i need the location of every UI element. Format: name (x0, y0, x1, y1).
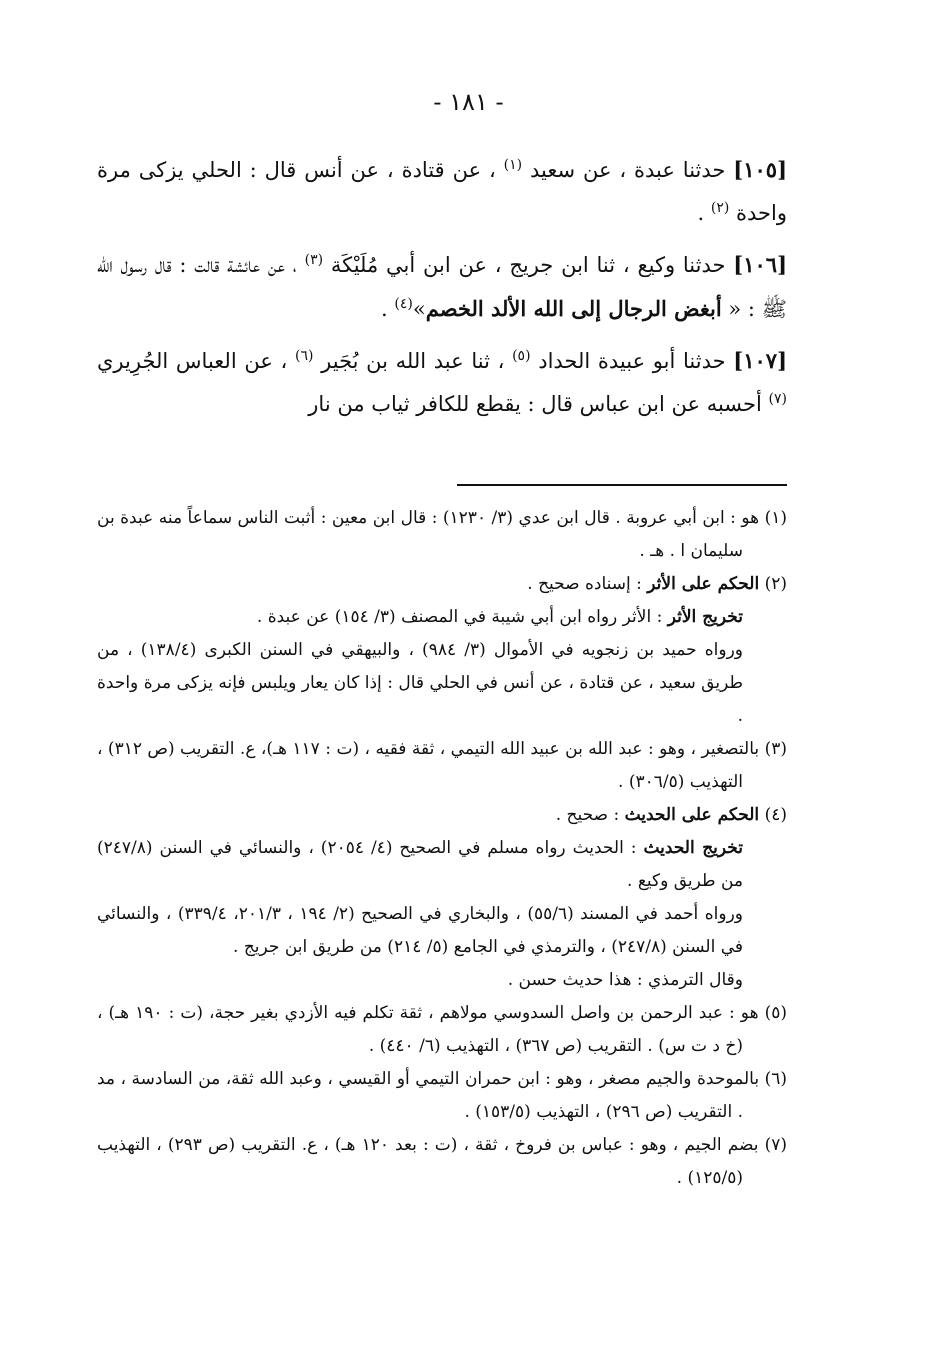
footnote-text: : صحيح . (555, 805, 625, 825)
footnote-2-takhrij (97, 601, 787, 634)
hadith-105 (97, 148, 787, 235)
hadith-107 (97, 339, 787, 426)
footnote-ref: (١) (503, 157, 523, 173)
footnote-text: : الأثر رواه ابن أبي شيبة في المصنف (٣/ ١٥٤) عن عبدة . (256, 607, 668, 627)
page-number: - ١٨١ - (433, 88, 504, 116)
hadith-number: [١٠٥] (733, 157, 787, 182)
footnote-4-takhrij (97, 832, 787, 898)
footnote-ref: (٥) (512, 348, 531, 364)
hadith-text: » (412, 297, 426, 321)
footnote-6: (٦) بالموحدة والجيم مصغر ، وهو : ابن حمران التيمي أو القيسي ، وعبد الله ثقة، من السادسة ، مد . التقريب (ص ٢٩٦) ، التهذيب (١٥٣/٥) . (97, 1069, 787, 1122)
hadith-text: . (381, 297, 395, 321)
hadith-text: حدثنا عبدة ، عن سعيد (522, 158, 734, 182)
hadith-text: ، عن قتادة ، عن أنس قال : الحلي يزكى مرة واحدة (97, 158, 787, 225)
main-text (97, 148, 787, 434)
footnote-1: (١) هو : ابن أبي عروبة . قال ابن عدي (٣/ ١٢٣٠) : قال ابن معين : أثبت الناس سماعاً منه عبدة بن سليمان ا . هـ . (97, 508, 787, 561)
footnote-4 (97, 799, 787, 832)
footnote-text: : إسناده صحيح . (527, 574, 648, 594)
footnote-ref: (٧) (768, 391, 787, 407)
hadith-text: . (697, 201, 711, 225)
footnote-4-more: ورواه أحمد في المسند (٥٥/٦) ، والبخاري في الصحيح (٢/ ١٩٤ ، ٢٠١/٣، ٣٣٩/٤) ، والنسائي في السنن (٢٤٧/٨) ، والترمذي في الجامع (٥/ ٢١٤) من طريق ابن جريج . (97, 904, 743, 957)
hadith-text: حدثنا أبو عبيدة الحداد (530, 349, 734, 373)
footnote-text: : الحديث رواه مسلم في الصحيح (٤/ ٢٠٥٤) ، والنسائي في السنن (٢٤٧/٨) من طريق وكيع . (97, 838, 743, 891)
footnote-ref: (٤) (394, 296, 413, 312)
hadith-text: ، عن العباس الجُرِيري (97, 349, 295, 373)
footnote-heading: تخريج الأثر (667, 607, 743, 627)
footnotes (97, 502, 787, 1195)
footnote-2-more: ورواه حميد بن زنجويه في الأموال (٣/ ٩٨٤) ، والبيهقي في السنن الكبرى (١٣٨/٤) ، من طريق سعيد ، عن قتادة ، عن أنس في الحلي قال : إذا كان يعار ويلبس فإنه يزكى مرة واحدة . (97, 640, 743, 726)
hadith-number: [١٠٧] (733, 348, 788, 373)
hadith-text: ، عن عائشة قالت : قال رسول الله ﷺ : « (97, 253, 787, 321)
footnote-2 (97, 568, 787, 601)
hadith-text: ، ثنا عبد الله بن بُجَير (313, 349, 513, 373)
footnote-ref: (٢) (710, 200, 730, 216)
footnote-number: (٢) (759, 574, 787, 594)
footnote-heading: الحكم على الحديث (624, 805, 760, 825)
footnote-heading: الحكم على الأثر (647, 574, 760, 594)
hadith-text: حدثنا وكيع ، ثنا ابن جريج ، عن ابن أبي مُلَيْكَة (323, 253, 734, 277)
footnote-5: (٥) هو : عبد الرحمن بن واصل السدوسي مولاهم ، ثقة تكلم فيه الأزدي بغير حجة، (ت : ١٩٠ هـ) ، (خ د ت س) . التقريب (ص ٣٦٧) ، التهذيب (٦/ ٤٤٠) . (97, 1003, 787, 1056)
footnote-7: (٧) بضم الجيم ، وهو : عباس بن فروخ ، ثقة ، (ت : بعد ١٢٠ هـ) ، ع. التقريب (ص ٢٩٣) ، التهذيب (١٢٥/٥) . (97, 1135, 787, 1188)
footnote-ref: (٣) (304, 252, 324, 268)
footnote-divider (457, 484, 787, 486)
hadith-text: أحسبه عن ابن عباس قال : يقطع للكافر ثياب من نار (308, 392, 769, 416)
hadith-number: [١٠٦] (733, 252, 787, 277)
footnote-4-tirmidhi: وقال الترمذي : هذا حديث حسن . (507, 970, 743, 990)
footnote-3: (٣) بالتصغير ، وهو : عبد الله بن عبيد الله التيمي ، ثقة فقيه ، (ت : ١١٧ هـ)، ع. التقريب (ص ٣١٢) ، التهذيب (٣٠٦/٥) . (97, 739, 787, 792)
footnote-number: (٤) (759, 805, 787, 825)
footnote-ref: (٦) (295, 348, 314, 364)
hadith-106 (97, 243, 787, 331)
footnote-heading: تخريج الحديث (643, 838, 743, 858)
prophetic-saying: أبغض الرجال إلى الله الألد الخصم (425, 296, 722, 321)
